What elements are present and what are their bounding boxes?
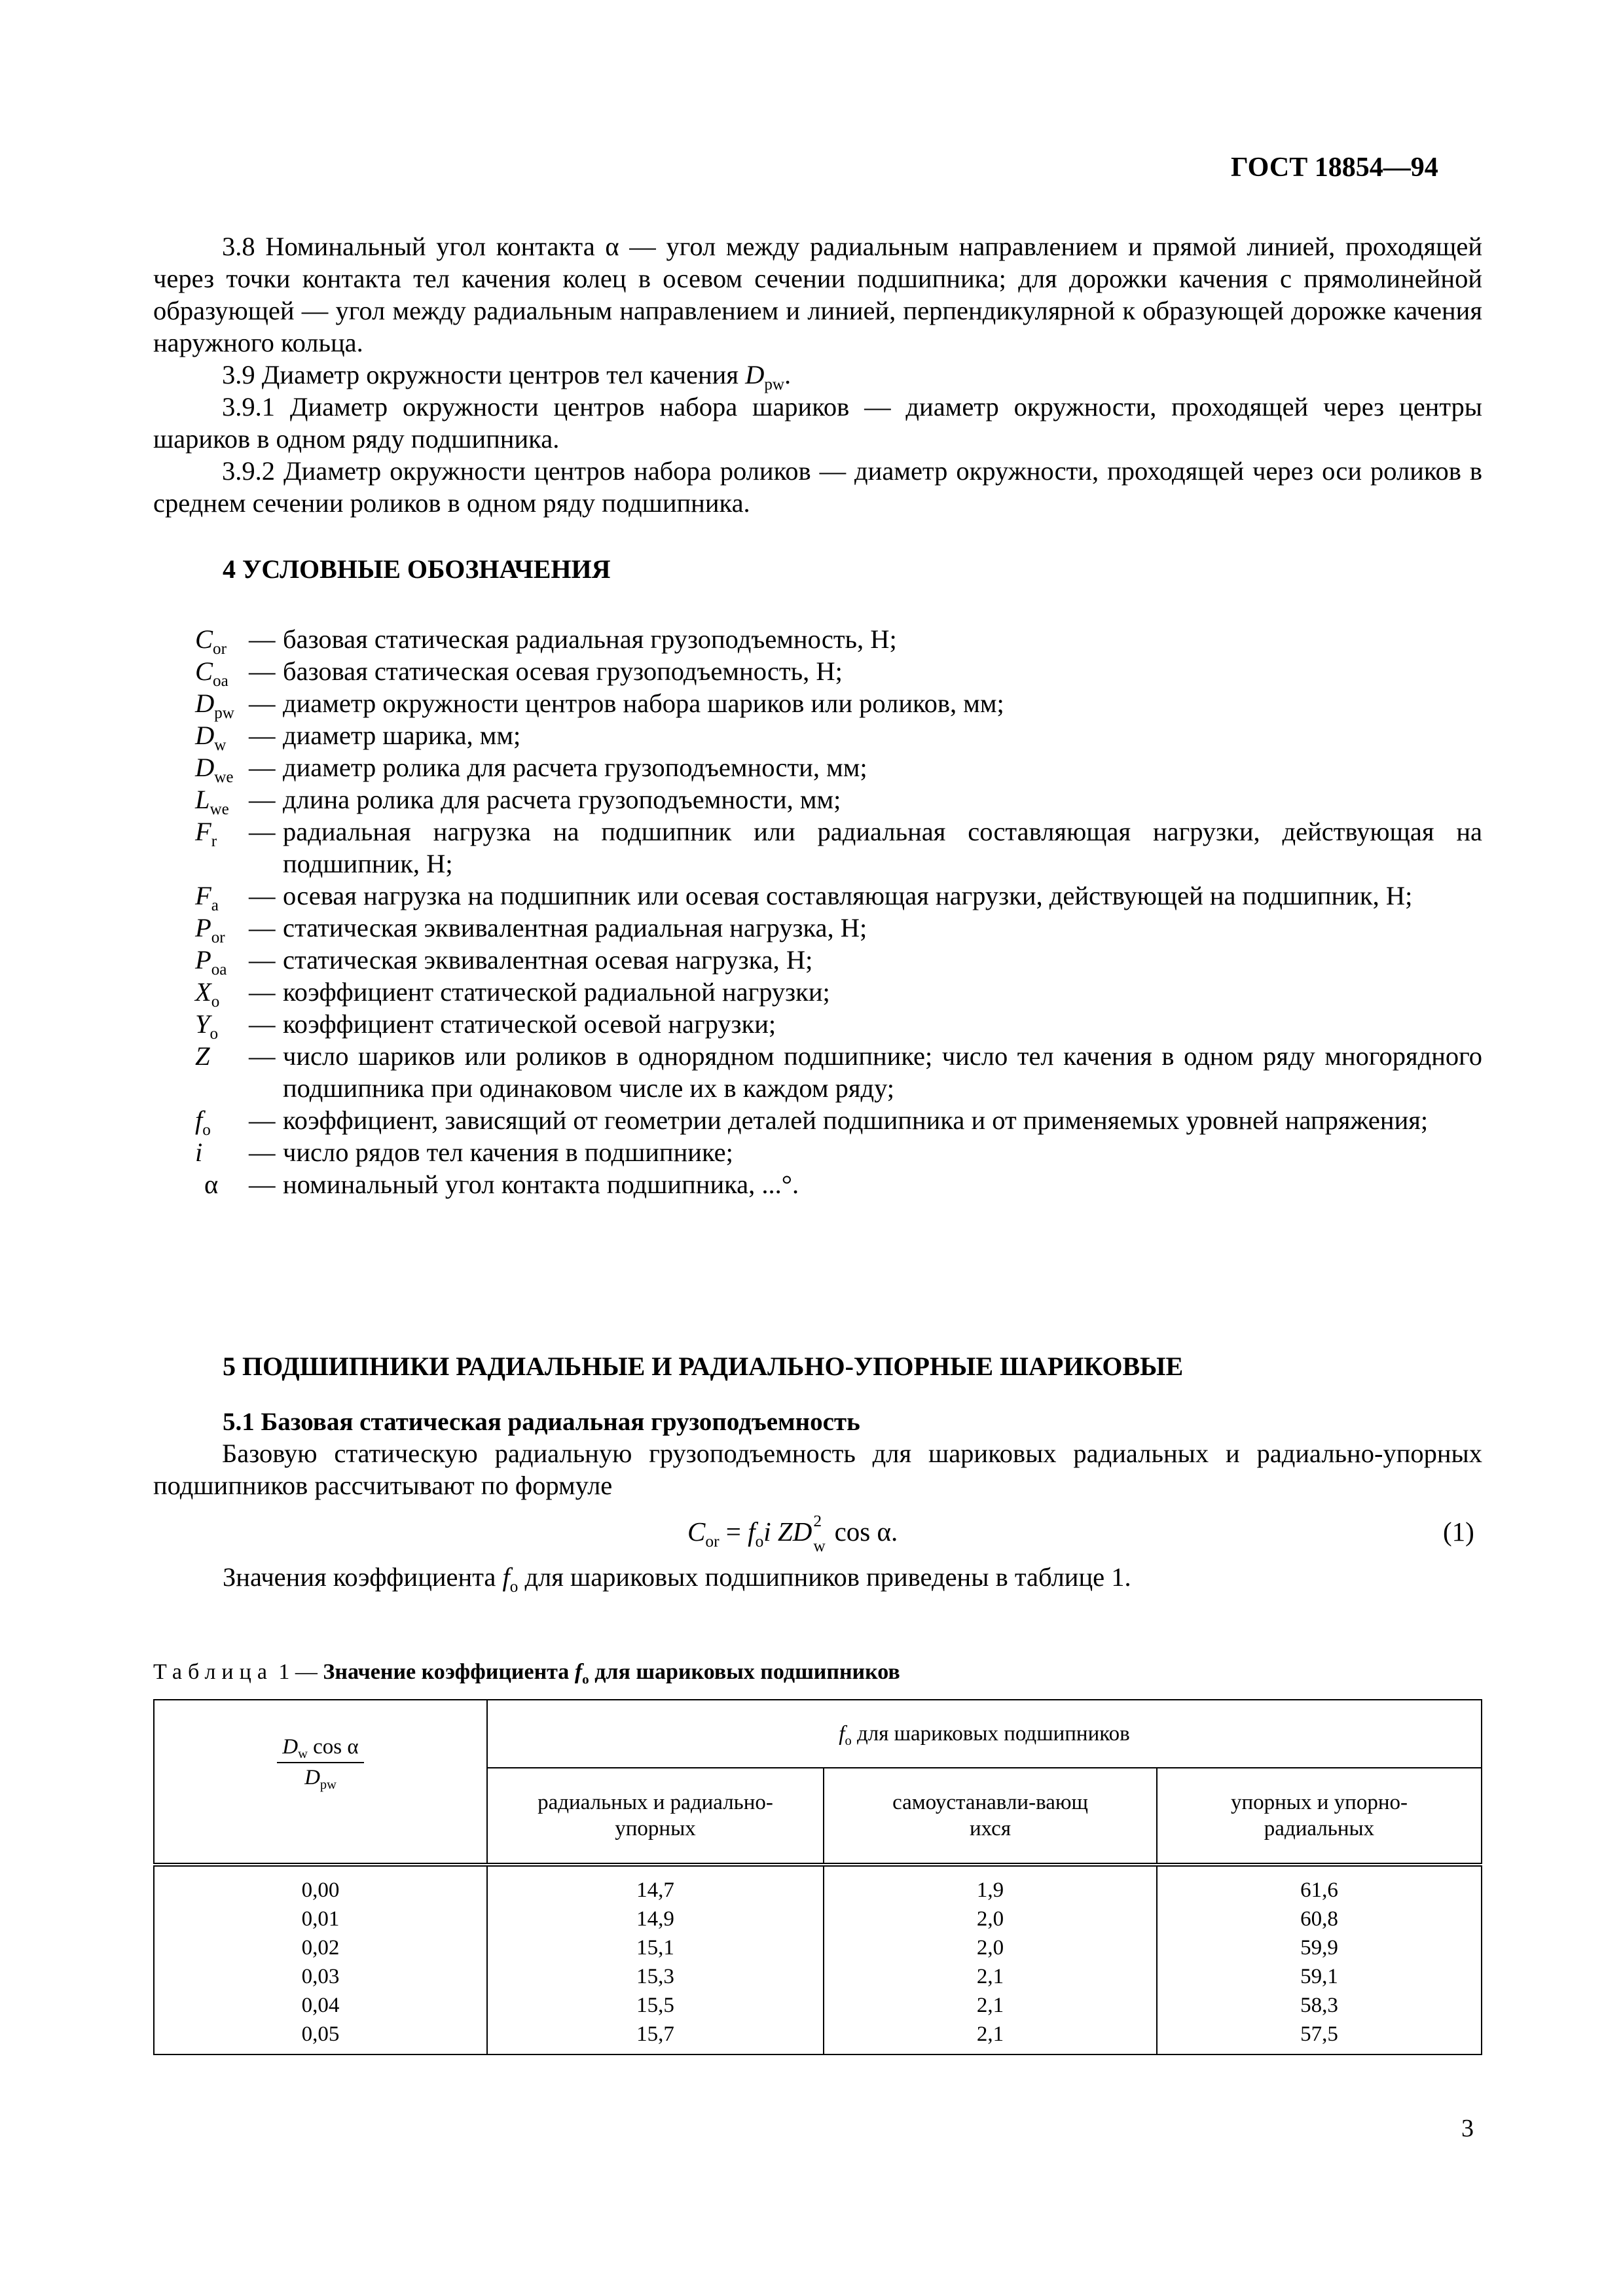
symbol-notation	[195, 655, 249, 690]
table-row	[154, 1962, 1482, 1991]
symbol-main: F	[195, 817, 211, 846]
symbol-main: i	[195, 1138, 203, 1167]
symbols-list	[195, 623, 1482, 1200]
clause-3-9-text: 3.9 Диаметр окружности центров тел качения	[222, 360, 746, 389]
symbol-notation	[195, 719, 249, 754]
subsection-5-1-title: 5.1 Базовая статическая радиальная грузоподъемность	[223, 1408, 860, 1436]
table-cell: 2,1	[824, 1962, 1157, 1991]
clause-3-9-tail: .	[784, 360, 792, 389]
symbol-notation	[195, 1008, 249, 1043]
table-cell: 0,00	[154, 1865, 487, 1905]
symbol-dash: —	[249, 721, 276, 750]
symbol-row	[195, 783, 1482, 816]
table-cell: 61,6	[1157, 1865, 1482, 1905]
symbol-notation	[195, 623, 249, 658]
table-cell: 15,7	[487, 2020, 824, 2054]
symbol-subscript: o	[202, 1121, 211, 1139]
symbol-row	[195, 976, 1482, 1011]
symbol-description: диаметр окружности центров набора шариков или роликов, мм;	[283, 689, 1004, 718]
symbol-subscript: pw	[214, 704, 234, 722]
symbol-subscript: oa	[213, 672, 228, 690]
ratio-num-sub: w	[298, 1746, 308, 1761]
symbol-notation	[195, 816, 249, 848]
table-cell: 0,02	[154, 1933, 487, 1962]
symbol-dash: —	[249, 785, 276, 814]
symbol-notation	[195, 1104, 249, 1139]
table-cell: 59,1	[1157, 1962, 1482, 1991]
column-header-radial	[487, 1768, 824, 1865]
table-row	[154, 1865, 1482, 1905]
clause-3-9	[153, 359, 1482, 391]
symbol-description: осевая нагрузка на подшипник или осевая составляющая нагрузки, действующей на подшипник, Н;	[283, 881, 1413, 910]
table-body	[154, 1865, 1482, 2054]
ratio-denominator	[277, 1763, 363, 1790]
column-header-radial-text: радиальных и радиально-упорных	[538, 1791, 773, 1840]
symbol-notation	[195, 1168, 249, 1200]
symbol-row	[195, 719, 1482, 754]
symbol-subscript: we	[214, 768, 234, 786]
symbol-dash: —	[249, 977, 276, 1007]
symbol-description: число рядов тел качения в подшипнике;	[283, 1138, 733, 1167]
equation-number: (1)	[1443, 1516, 1474, 1547]
clauses-block	[153, 230, 1482, 519]
symbol-dash: —	[249, 913, 276, 942]
values-f: f	[502, 1562, 510, 1592]
symbol-description: базовая статическая радиальная грузоподъемность, Н;	[283, 624, 897, 654]
symbol-notation	[195, 751, 249, 786]
symbol-row	[195, 1040, 1482, 1104]
symbol-notation	[195, 1136, 249, 1168]
clause-3-9-2: 3.9.2 Диаметр окружности центров набора роликов — диаметр окружности, проходящей через оси роликов в среднем сечении роликов в одном ряду подшипника.	[153, 456, 1482, 518]
symbol-main: Z	[195, 1041, 210, 1071]
symbol-main: α	[204, 1170, 219, 1199]
group-header-f-sub: o	[845, 1733, 852, 1748]
symbol-main: D	[195, 689, 215, 718]
table-cell: 59,9	[1157, 1933, 1482, 1962]
table-cell: 14,7	[487, 1865, 824, 1905]
ratio-numerator	[277, 1735, 363, 1763]
clause-3-8: 3.8 Номинальный угол контакта α — угол между радиальным направлением и прямой линией, проходящей через точки контакта тел качения колец в осевом сечении подшипника; для дорожки качения с прямолинейной образующей — угол между радиальным направлением и линией, перпендикулярной к образующей дорожке качения наружного кольца.	[153, 232, 1482, 357]
symbol-main: C	[195, 624, 213, 654]
symbol-main: L	[195, 785, 210, 814]
clause-3-9-symbol: D	[745, 360, 765, 389]
ratio-num-main: D	[282, 1734, 299, 1759]
symbol-description: статическая эквивалентная радиальная нагрузка, Н;	[283, 913, 867, 942]
column-header-self-aligning	[824, 1768, 1157, 1865]
column-header-thrust-text: упорных и упорно-радиальных	[1231, 1791, 1408, 1840]
ratio-fraction	[277, 1735, 363, 1790]
table-corner-header	[154, 1700, 487, 1865]
ratio-den-main: D	[304, 1765, 320, 1789]
clause-3-9-1: 3.9.1 Диаметр окружности центров набора шариков — диаметр окружности, проходящей через центры шариков в одном ряду подшипника.	[153, 392, 1482, 454]
formula-i: i	[763, 1516, 771, 1547]
symbol-dash: —	[249, 881, 276, 910]
formula-lhs-sub: or	[705, 1532, 720, 1551]
symbol-subscript: we	[210, 800, 229, 818]
symbol-description: коэффициент статической осевой нагрузки;	[283, 1009, 776, 1039]
symbol-description: номинальный угол контакта подшипника, ...°.	[283, 1170, 799, 1199]
symbol-dash: —	[249, 817, 276, 846]
symbol-description: коэффициент статической радиальной нагрузки;	[283, 977, 830, 1007]
symbol-notation	[195, 944, 249, 976]
symbol-row	[195, 623, 1482, 658]
symbol-row	[195, 944, 1482, 976]
table-cell: 15,3	[487, 1962, 824, 1991]
symbol-notation	[195, 1040, 249, 1072]
symbol-description: диаметр ролика для расчета грузоподъемности, мм;	[283, 753, 867, 782]
symbol-dash: —	[249, 689, 276, 718]
table-cell: 57,5	[1157, 2020, 1482, 2054]
values-sentence	[223, 1562, 1131, 1596]
table-cell: 2,0	[824, 1933, 1157, 1962]
symbol-main: F	[195, 881, 211, 910]
symbol-row	[195, 880, 1482, 912]
symbol-dash: —	[249, 1105, 276, 1135]
column-header-self-aligning-text: самоустанавли-вающихся	[892, 1791, 1088, 1840]
symbol-description: длина ролика для расчета грузоподъемности, мм;	[283, 785, 841, 814]
paragraph-5-1	[153, 1437, 1482, 1501]
symbol-main: P	[195, 913, 211, 942]
symbol-main: X	[195, 977, 211, 1007]
symbol-subscript: o	[210, 1024, 219, 1043]
symbol-notation	[195, 880, 249, 912]
page-number: 3	[1461, 2115, 1474, 2142]
symbol-row	[195, 816, 1482, 880]
table-caption	[153, 1660, 900, 1685]
symbol-notation	[195, 912, 249, 944]
table-cell: 1,9	[824, 1865, 1157, 1905]
symbol-row	[195, 912, 1482, 944]
symbol-subscript: or	[213, 639, 227, 658]
coefficient-table	[153, 1699, 1482, 2055]
symbol-subscript: o	[211, 992, 220, 1011]
symbol-description: базовая статическая осевая грузоподъемность, Н;	[283, 656, 843, 686]
symbol-row	[195, 1104, 1482, 1139]
symbol-dash: —	[249, 656, 276, 686]
symbol-subscript: or	[211, 928, 225, 946]
symbol-description: статическая эквивалентная осевая нагрузка, Н;	[283, 945, 813, 975]
symbol-row	[195, 751, 1482, 786]
symbol-row	[195, 1168, 1482, 1200]
symbol-main: D	[195, 753, 215, 782]
symbol-dash: —	[249, 1138, 276, 1167]
table-cell: 15,5	[487, 1991, 824, 2020]
symbol-description: коэффициент, зависящий от геометрии деталей подшипника и от применяемых уровней напряжения;	[283, 1105, 1429, 1135]
values-f-sub: o	[509, 1577, 519, 1596]
symbol-dash: —	[249, 624, 276, 654]
symbol-main: Y	[195, 1009, 210, 1039]
table-cell: 2,0	[824, 1905, 1157, 1933]
table-cell: 0,04	[154, 1991, 487, 2020]
formula-f: f	[748, 1516, 756, 1547]
symbol-dash: —	[249, 1170, 276, 1199]
table-caption-number: 1 —	[272, 1660, 323, 1684]
symbol-subscript: r	[211, 832, 217, 850]
table-caption-title: Значение коэффициента	[323, 1660, 575, 1684]
table-group-header	[487, 1700, 1482, 1768]
symbol-row	[195, 655, 1482, 690]
symbol-main: P	[195, 945, 211, 975]
group-header-text: для шариковых подшипников	[851, 1721, 1130, 1746]
symbol-dash: —	[249, 753, 276, 782]
symbol-dash: —	[249, 1009, 276, 1039]
table-row	[154, 1933, 1482, 1962]
table-caption-f-sub: o	[582, 1671, 589, 1687]
table-cell: 0,01	[154, 1905, 487, 1933]
symbol-description: диаметр шарика, мм;	[283, 721, 521, 750]
table-cell: 58,3	[1157, 1991, 1482, 2020]
symbol-dash: —	[249, 1041, 276, 1071]
symbol-main: f	[195, 1105, 203, 1135]
table-cell: 0,03	[154, 1962, 487, 1991]
column-header-thrust	[1157, 1768, 1482, 1865]
ratio-den-sub: pw	[319, 1777, 337, 1792]
symbol-main: C	[195, 656, 213, 686]
values-after: для шариковых подшипников приведены в таблице 1.	[518, 1562, 1131, 1592]
table-cell: 2,1	[824, 1991, 1157, 2020]
symbol-notation	[195, 783, 249, 816]
symbol-row	[195, 1008, 1482, 1043]
symbol-subscript: a	[211, 896, 219, 914]
table-row	[154, 1991, 1482, 2020]
symbol-notation	[195, 976, 249, 1011]
table-caption-f: f	[574, 1660, 583, 1684]
table-cell: 15,1	[487, 1933, 824, 1962]
symbol-description: число шариков или роликов в однорядном подшипнике; число тел качения в одном ряду многорядного подшипника при одинаковом числе их в каждом ряду;	[283, 1041, 1482, 1103]
table-caption-label: Таблица	[153, 1660, 273, 1684]
formula-1: $C_{or} = f_oi$ ZD 2 w cos α.	[687, 1512, 898, 1555]
symbol-row	[195, 687, 1482, 722]
symbol-notation	[195, 687, 249, 722]
document-header: ГОСТ 18854—94	[1231, 152, 1438, 183]
symbol-dash: —	[249, 945, 276, 975]
table-row	[154, 1905, 1482, 1933]
formula-eq: =	[719, 1516, 748, 1547]
formula-zd: ZD	[771, 1516, 812, 1547]
ratio-num-tail: cos α	[307, 1734, 359, 1759]
symbol-row	[195, 1136, 1482, 1168]
section-5-title: 5 ПОДШИПНИКИ РАДИАЛЬНЫЕ И РАДИАЛЬНО-УПОРНЫЕ ШАРИКОВЫЕ	[223, 1352, 1184, 1381]
paragraph-5-1-text: Базовую статическую радиальную грузоподъемность для шариковых радиальных и радиально-упорных подшипников рассчитывают по формуле	[153, 1439, 1482, 1500]
table-cell: 2,1	[824, 2020, 1157, 2054]
group-header-f: f	[839, 1721, 845, 1746]
table-cell: 60,8	[1157, 1905, 1482, 1933]
symbol-description: радиальная нагрузка на подшипник или радиальная составляющая нагрузки, действующая на подшипник, Н;	[283, 817, 1482, 878]
values-before: Значения коэффициента	[223, 1562, 503, 1592]
formula-lhs: C	[687, 1516, 706, 1547]
symbol-subscript: w	[214, 736, 227, 754]
formula-f-sub: o	[755, 1532, 764, 1551]
table-row	[154, 2020, 1482, 2054]
clause-3-9-symbol-sub: pw	[764, 375, 785, 393]
table-cell: 14,9	[487, 1905, 824, 1933]
table-caption-title-after: для шариковых подшипников	[589, 1660, 900, 1684]
symbol-main: D	[195, 721, 215, 750]
formula-rest: cos α.	[828, 1516, 898, 1547]
table-cell: 0,05	[154, 2020, 487, 2054]
section-4-title: 4 УСЛОВНЫЕ ОБОЗНАЧЕНИЯ	[223, 554, 611, 584]
symbol-subscript: oa	[211, 960, 227, 978]
